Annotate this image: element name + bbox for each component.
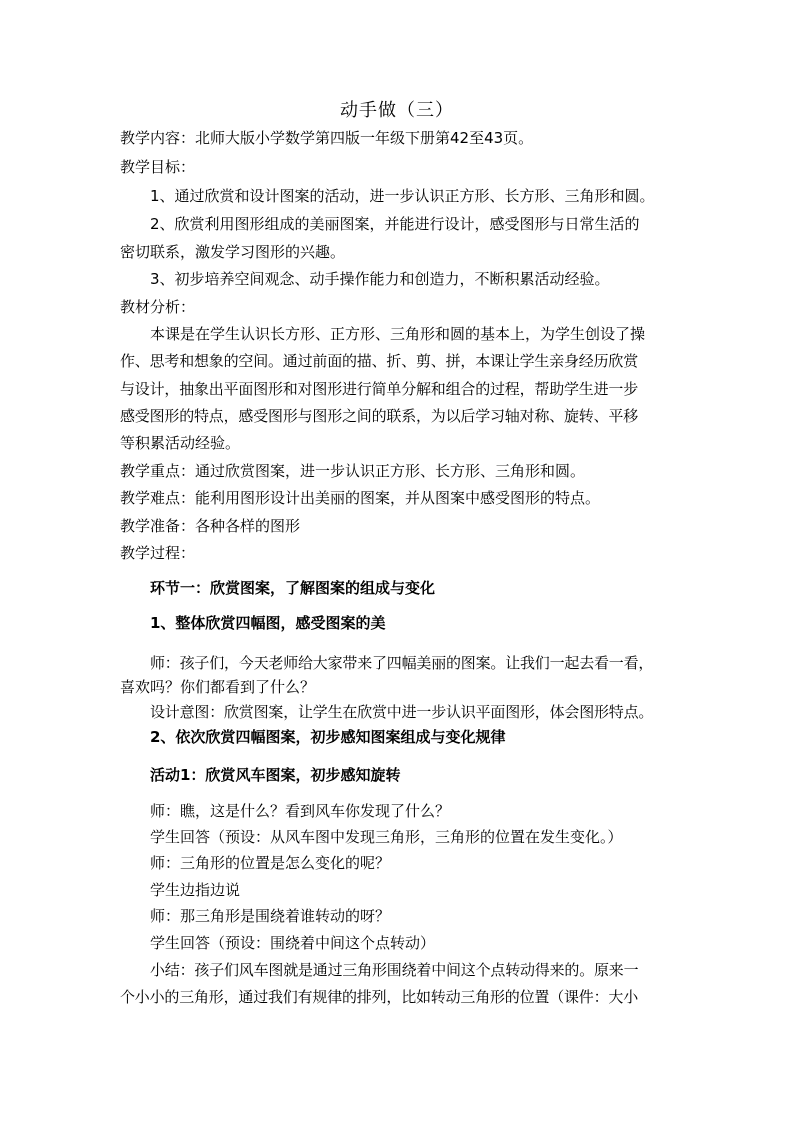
teacher-line-2: 师：瞧，这是什么？看到风车你发现了什么？ <box>150 802 451 820</box>
analysis-paragraph-line-4: 感受图形的特点，感受图形与图形之间的联系，为以后学习轴对称、旋转、平移 <box>120 407 639 425</box>
analysis-paragraph-line-5: 等积累活动经验。 <box>120 434 241 452</box>
design-intent-line: 设计意图：欣赏图案，让学生在欣赏中进一步认识平面图形，体会图形特点。 <box>150 703 654 721</box>
process-heading: 教学过程： <box>120 544 196 562</box>
summary-line-2: 个小小的三角形，通过我们有规律的排列，比如转动三角形的位置（课件：大小 <box>120 988 639 1006</box>
preparation-line: 教学准备：各种各样的图形 <box>120 517 301 535</box>
teacher-line-4: 师：那三角形是围绕着谁转动的呀？ <box>150 907 391 925</box>
key-point-line: 教学重点：通过欣赏图案，进一步认识正方形、长方形、三角形和圆。 <box>120 462 586 480</box>
summary-line-1: 小结：孩子们风车图就是通过三角形围绕着中间这个点转动得来的。原来一 <box>150 961 639 979</box>
goal-3-line: 3、初步培养空间观念、动手操作能力和创造力，不断积累活动经验。 <box>150 270 610 288</box>
teaching-content-line: 教学内容：北师大版小学数学第四版一年级下册第42至43页。 <box>120 129 534 147</box>
analysis-paragraph-line-2: 作、思考和想象的空间。通过前面的描、折、剪、拼，本课让学生亲身经历欣赏 <box>120 352 639 370</box>
difficulty-line: 教学难点：能利用图形设计出美丽的图案，并从图案中感受图形的特点。 <box>120 489 601 507</box>
teacher-line-1: 师：孩子们，今天老师给大家带来了四幅美丽的图案。让我们一起去看一看， <box>150 654 654 672</box>
analysis-paragraph-line-3: 与设计，抽象出平面图形和对图形进行简单分解和组合的过程，帮助学生进一步 <box>120 380 639 398</box>
document-title: 动手做（三） <box>340 100 454 121</box>
step-2-heading: 2、依次欣赏四幅图案，初步感知图案组成与变化规律 <box>150 728 506 746</box>
goal-1-line: 1、通过欣赏和设计图案的活动，进一步认识正方形、长方形、三角形和圆。 <box>150 187 655 205</box>
section-1-heading: 环节一：欣赏图案，了解图案的组成与变化 <box>150 579 436 597</box>
step-1-heading: 1、整体欣赏四幅图，感受图案的美 <box>150 614 386 632</box>
teacher-line-1-continued: 喜欢吗？你们都看到了什么？ <box>120 678 316 696</box>
teaching-goals-heading: 教学目标： <box>120 158 196 176</box>
student-answer-2: 学生回答（预设：围绕着中间这个点转动） <box>150 934 436 952</box>
teacher-line-3: 师：三角形的位置是怎么变化的呢？ <box>150 854 391 872</box>
activity-1-heading: 活动1：欣赏风车图案，初步感知旋转 <box>150 766 401 784</box>
goal-2-line: 2、欣赏利用图形组成的美丽图案，并能进行设计，感受图形与日常生活的 <box>150 215 640 233</box>
material-analysis-heading: 教材分析： <box>120 298 196 316</box>
student-action-line: 学生边指边说 <box>150 881 241 899</box>
goal-2-line-continued: 密切联系，激发学习图形的兴趣。 <box>120 243 346 261</box>
student-answer-1: 学生回答（预设：从风车图中发现三角形，三角形的位置在发生变化。） <box>150 828 623 846</box>
analysis-paragraph-line-1: 本课是在学生认识长方形、正方形、三角形和圆的基本上，为学生创设了操 <box>150 325 646 343</box>
